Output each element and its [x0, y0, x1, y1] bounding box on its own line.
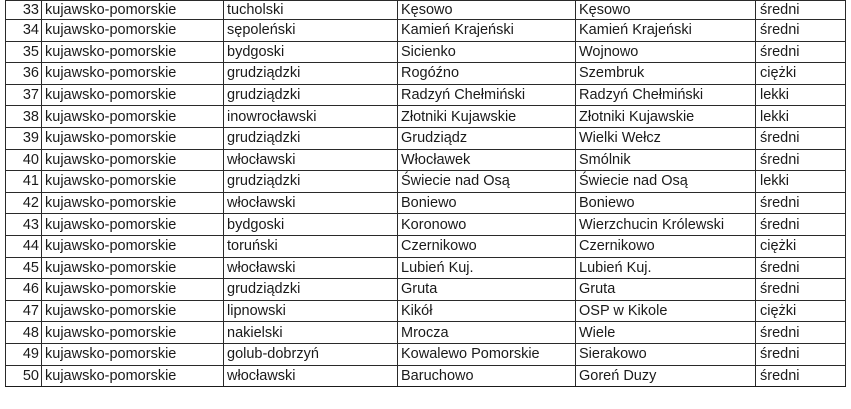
severity-cell: średni [756, 149, 846, 171]
table-row [6, 235, 846, 257]
county-cell: grudziądzki [224, 84, 398, 106]
municipality-cell: Lubień Kuj. [398, 257, 576, 279]
row-number-cell: 48 [6, 322, 42, 344]
municipality-cell: Radzyń Chełmiński [398, 84, 576, 106]
municipality-cell: Czernikowo [398, 235, 576, 257]
table-row [6, 279, 846, 301]
table-row [6, 84, 846, 106]
county-cell: grudziądzki [224, 279, 398, 301]
county-cell: włocławski [224, 149, 398, 171]
county-cell: sępoleński [224, 20, 398, 42]
locality-cell: Świecie nad Osą [576, 171, 756, 193]
severity-cell: lekki [756, 84, 846, 106]
locality-cell: Radzyń Chełmiński [576, 84, 756, 106]
locality-cell: Lubień Kuj. [576, 257, 756, 279]
row-number-cell: 50 [6, 365, 42, 387]
municipality-cell: Złotniki Kujawskie [398, 106, 576, 128]
severity-cell: średni [756, 214, 846, 236]
row-number-cell: 46 [6, 279, 42, 301]
table-row [6, 343, 846, 365]
severity-cell: średni [756, 20, 846, 42]
county-cell: inowrocławski [224, 106, 398, 128]
voivodeship-cell: kujawsko-pomorskie [42, 41, 224, 63]
severity-cell: średni [756, 322, 846, 344]
table-row [6, 257, 846, 279]
severity-cell: średni [756, 257, 846, 279]
table-row [6, 300, 846, 322]
county-cell: nakielski [224, 322, 398, 344]
county-cell: golub-dobrzyń [224, 343, 398, 365]
severity-cell: średni [756, 343, 846, 365]
locality-cell: Smólnik [576, 149, 756, 171]
severity-cell: ciężki [756, 235, 846, 257]
table-row [6, 149, 846, 171]
voivodeship-cell: kujawsko-pomorskie [42, 257, 224, 279]
row-number-cell: 38 [6, 106, 42, 128]
voivodeship-cell: kujawsko-pomorskie [42, 63, 224, 85]
table-row [6, 106, 846, 128]
voivodeship-cell: kujawsko-pomorskie [42, 214, 224, 236]
locality-cell: Szembruk [576, 63, 756, 85]
row-number-cell: 42 [6, 192, 42, 214]
county-cell: grudziądzki [224, 127, 398, 149]
locality-cell: Gruta [576, 279, 756, 301]
row-number-cell: 33 [6, 1, 42, 20]
voivodeship-cell: kujawsko-pomorskie [42, 322, 224, 344]
row-number-cell: 39 [6, 127, 42, 149]
county-cell: włocławski [224, 365, 398, 387]
locality-cell: Kamień Krajeński [576, 20, 756, 42]
locality-cell: Wiele [576, 322, 756, 344]
municipality-cell: Kikół [398, 300, 576, 322]
locality-cell: Wielki Wełcz [576, 127, 756, 149]
severity-cell: średni [756, 279, 846, 301]
severity-cell: ciężki [756, 63, 846, 85]
severity-cell: lekki [756, 171, 846, 193]
severity-cell: średni [756, 127, 846, 149]
municipality-cell: Sicienko [398, 41, 576, 63]
municipality-cell: Kamień Krajeński [398, 20, 576, 42]
county-cell: tucholski [224, 1, 398, 20]
county-cell: bydgoski [224, 214, 398, 236]
table-row [6, 1, 846, 20]
locality-cell: Złotniki Kujawskie [576, 106, 756, 128]
row-number-cell: 35 [6, 41, 42, 63]
locality-cell: OSP w Kikole [576, 300, 756, 322]
locality-cell: Boniewo [576, 192, 756, 214]
voivodeship-cell: kujawsko-pomorskie [42, 84, 224, 106]
county-cell: włocławski [224, 257, 398, 279]
locality-cell: Wojnowo [576, 41, 756, 63]
data-table [5, 0, 846, 387]
county-cell: lipnowski [224, 300, 398, 322]
municipality-cell: Baruchowo [398, 365, 576, 387]
locality-cell: Goreń Duzy [576, 365, 756, 387]
municipality-cell: Mrocza [398, 322, 576, 344]
voivodeship-cell: kujawsko-pomorskie [42, 127, 224, 149]
table-row [6, 63, 846, 85]
row-number-cell: 47 [6, 300, 42, 322]
county-cell: toruński [224, 235, 398, 257]
row-number-cell: 41 [6, 171, 42, 193]
voivodeship-cell: kujawsko-pomorskie [42, 279, 224, 301]
severity-cell: średni [756, 192, 846, 214]
row-number-cell: 43 [6, 214, 42, 236]
severity-cell: lekki [756, 106, 846, 128]
table-row [6, 322, 846, 344]
municipality-cell: Boniewo [398, 192, 576, 214]
municipality-cell: Świecie nad Osą [398, 171, 576, 193]
voivodeship-cell: kujawsko-pomorskie [42, 106, 224, 128]
voivodeship-cell: kujawsko-pomorskie [42, 365, 224, 387]
severity-cell: średni [756, 365, 846, 387]
voivodeship-cell: kujawsko-pomorskie [42, 300, 224, 322]
voivodeship-cell: kujawsko-pomorskie [42, 20, 224, 42]
row-number-cell: 49 [6, 343, 42, 365]
table-row [6, 41, 846, 63]
locality-cell: Kęsowo [576, 1, 756, 20]
county-cell: grudziądzki [224, 171, 398, 193]
row-number-cell: 34 [6, 20, 42, 42]
municipality-cell: Grudziądz [398, 127, 576, 149]
row-number-cell: 37 [6, 84, 42, 106]
severity-cell: średni [756, 41, 846, 63]
locality-cell: Czernikowo [576, 235, 756, 257]
voivodeship-cell: kujawsko-pomorskie [42, 171, 224, 193]
county-cell: grudziądzki [224, 63, 398, 85]
locality-cell: Sierakowo [576, 343, 756, 365]
table-row [6, 365, 846, 387]
table-row [6, 171, 846, 193]
voivodeship-cell: kujawsko-pomorskie [42, 1, 224, 20]
voivodeship-cell: kujawsko-pomorskie [42, 192, 224, 214]
row-number-cell: 44 [6, 235, 42, 257]
municipality-cell: Koronowo [398, 214, 576, 236]
table-body [6, 1, 846, 387]
municipality-cell: Gruta [398, 279, 576, 301]
municipality-cell: Kęsowo [398, 1, 576, 20]
table-row [6, 127, 846, 149]
locality-cell: Wierzchucin Królewski [576, 214, 756, 236]
municipality-cell: Rogóźno [398, 63, 576, 85]
voivodeship-cell: kujawsko-pomorskie [42, 235, 224, 257]
municipality-cell: Kowalewo Pomorskie [398, 343, 576, 365]
severity-cell: średni [756, 1, 846, 20]
row-number-cell: 45 [6, 257, 42, 279]
voivodeship-cell: kujawsko-pomorskie [42, 343, 224, 365]
table-row [6, 20, 846, 42]
county-cell: bydgoski [224, 41, 398, 63]
severity-cell: ciężki [756, 300, 846, 322]
table-row [6, 214, 846, 236]
row-number-cell: 40 [6, 149, 42, 171]
county-cell: włocławski [224, 192, 398, 214]
table-row [6, 192, 846, 214]
row-number-cell: 36 [6, 63, 42, 85]
municipality-cell: Włocławek [398, 149, 576, 171]
voivodeship-cell: kujawsko-pomorskie [42, 149, 224, 171]
